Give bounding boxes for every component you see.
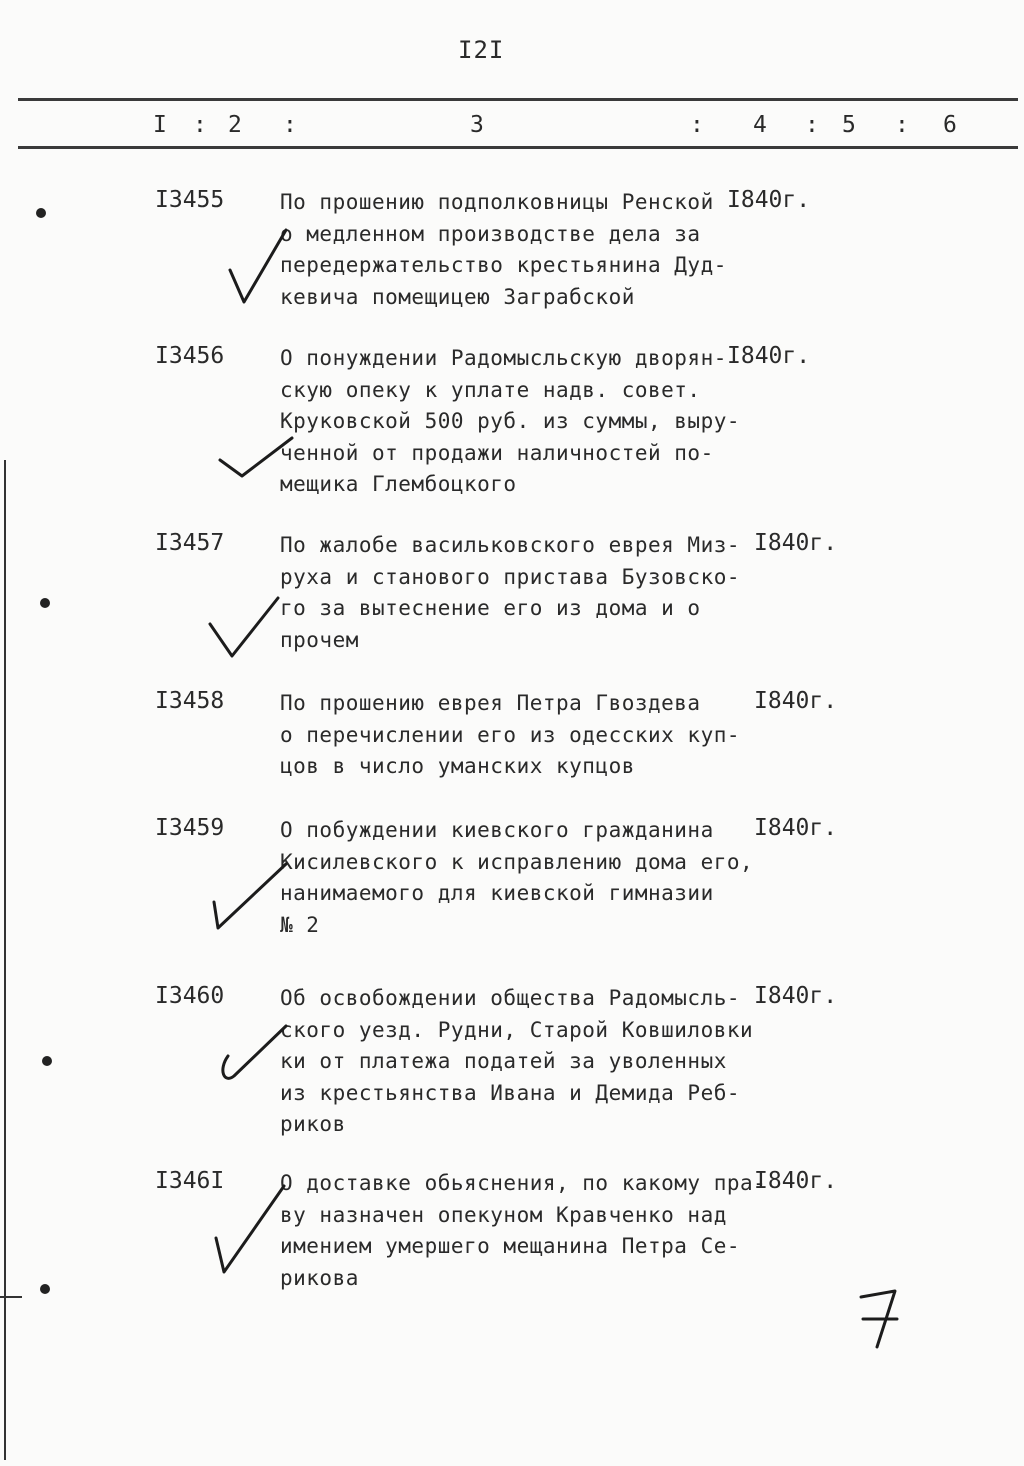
- column-separator: :: [895, 112, 909, 138]
- record-number: I3459: [155, 815, 225, 841]
- record-number: I3456: [155, 343, 225, 369]
- record-description-line: Кисилевского к исправлению дома его,: [280, 849, 754, 874]
- binding-hole: [42, 1056, 52, 1066]
- record-description-line: О понуждении Радомысльскую дворян-: [280, 346, 727, 370]
- left-margin-tick: [0, 1296, 22, 1298]
- checkmark-icon: [216, 432, 296, 482]
- record-description: [280, 815, 754, 941]
- record-description-line: руха и станового пристава Бузовско-: [280, 564, 741, 589]
- record-description-line: из крестьянства Ивана и Демида Реб-: [280, 1080, 741, 1105]
- column-header-5: 5: [842, 112, 856, 138]
- record-description-line: рикова: [280, 1265, 359, 1290]
- record-description-line: О побуждении киевского гражданина: [280, 818, 714, 842]
- left-margin-line: [4, 460, 6, 1460]
- record-number: I3457: [155, 530, 225, 556]
- record-description-line: имением умершего мещанина Петра Се-: [280, 1234, 741, 1258]
- record-description-line: ченной от продажи наличностей по-: [280, 440, 714, 465]
- column-separator: :: [805, 112, 819, 138]
- record-year: I840г.: [754, 983, 838, 1009]
- checkmark-icon: [202, 594, 282, 664]
- record-number: I346I: [155, 1168, 225, 1194]
- record-description-line: № 2: [280, 912, 320, 937]
- record-description-line: цов в число уманских купцов: [280, 754, 635, 778]
- record-description-line: ского уезд. Рудни, Старой Ковшиловки: [280, 1017, 754, 1042]
- page-number: I2I: [458, 36, 505, 64]
- record-description-line: нанимаемого для киевской гимназии: [280, 881, 714, 905]
- column-header-1: I: [153, 112, 167, 138]
- binding-hole: [40, 598, 50, 608]
- record-description-line: кевича помещицею Заграбской: [280, 284, 635, 309]
- record-description: [280, 688, 740, 783]
- header-rule-top: [18, 98, 1018, 101]
- record-description-line: Круковской 500 руб. из суммы, выру-: [280, 409, 741, 433]
- record-year: I840г.: [754, 530, 838, 556]
- record-description-line: О доставке обьяснения, по какому пра-: [280, 1171, 767, 1195]
- record-description: [280, 1168, 767, 1294]
- record-description-line: Об освобождении общества Радомысль-: [280, 986, 741, 1010]
- record-description-line: о перечислении его из одесских куп-: [280, 722, 741, 747]
- handwritten-page-mark: [855, 1285, 905, 1355]
- column-header-3: 3: [470, 112, 484, 138]
- record-description-line: По жалобе васильковского еврея Миз-: [280, 533, 741, 557]
- record-year: I840г.: [727, 343, 811, 369]
- column-header-4: 4: [753, 112, 767, 138]
- checkmark-icon: [222, 222, 292, 312]
- column-header-2: 2: [228, 112, 242, 138]
- record-year: I840г.: [727, 187, 811, 213]
- record-description-line: По прошению подполковницы Ренской: [280, 190, 714, 214]
- record-description-line: ву назначен опекуном Кравченко над: [280, 1202, 727, 1227]
- record-description: [280, 343, 740, 501]
- record-description: [280, 983, 754, 1141]
- checkmark-icon: [208, 1180, 290, 1280]
- column-separator: :: [193, 112, 207, 138]
- record-description-line: По прошению еврея Петра Гвоздева: [280, 691, 701, 715]
- record-description-line: прочем: [280, 627, 359, 652]
- binding-hole: [40, 1284, 50, 1294]
- record-description-line: передержательство крестьянина Дуд-: [280, 253, 727, 277]
- column-separator: :: [283, 112, 297, 138]
- header-rule-bottom: [18, 146, 1018, 149]
- record-description-line: го за вытеснение его из дома и о: [280, 596, 701, 620]
- checkmark-icon: [204, 858, 290, 938]
- record-number: I3455: [155, 187, 225, 213]
- binding-hole: [36, 208, 46, 218]
- record-description: [280, 187, 740, 313]
- column-header-6: 6: [943, 112, 957, 138]
- column-separator: :: [690, 112, 704, 138]
- record-number: I3460: [155, 983, 225, 1009]
- record-year: I840г.: [754, 815, 838, 841]
- record-description-line: риков: [280, 1112, 346, 1136]
- record-description-line: ки от платежа податей за уволенных: [280, 1049, 727, 1073]
- record-description-line: скую опеку к уплате надв. совет.: [280, 377, 701, 402]
- record-description-line: о медленном производстве дела за: [280, 221, 701, 246]
- record-year: I840г.: [754, 688, 838, 714]
- checkmark-icon: [214, 1022, 290, 1084]
- record-year: I840г.: [754, 1168, 838, 1194]
- record-description: [280, 530, 740, 656]
- record-description-line: мещика Глембоцкого: [280, 472, 517, 496]
- record-number: I3458: [155, 688, 225, 714]
